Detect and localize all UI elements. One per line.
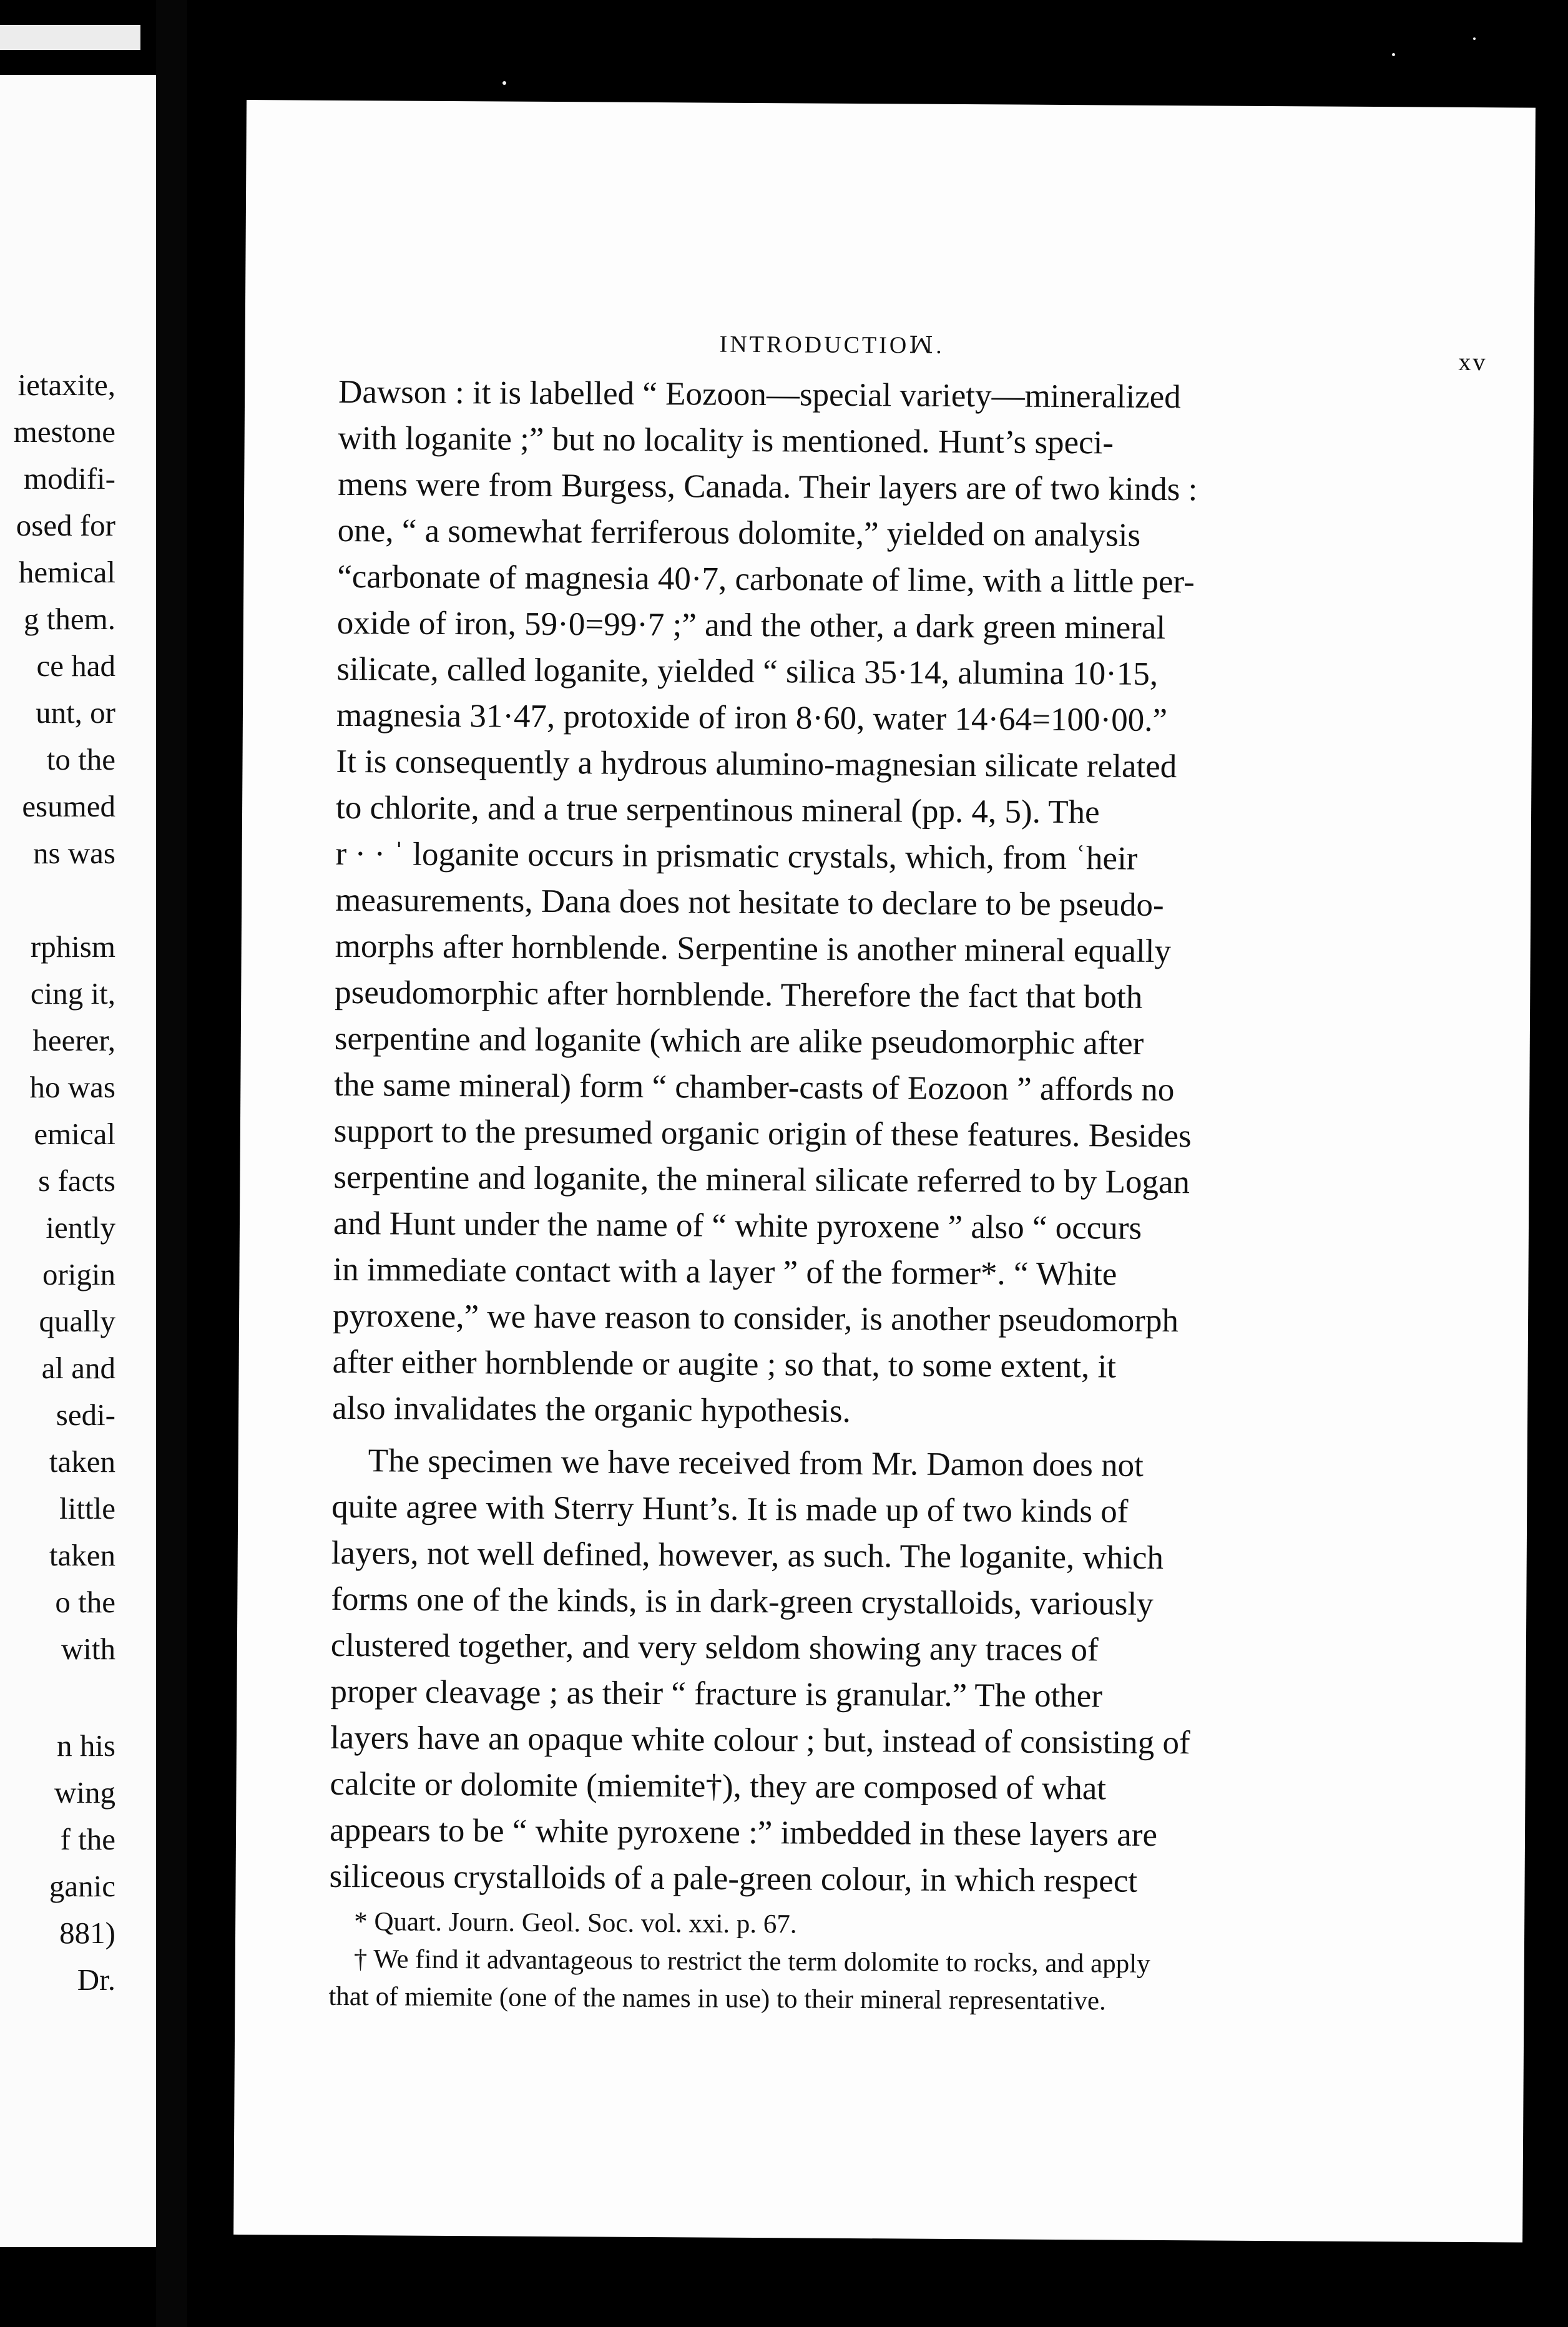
text-line: to chlorite, and a true serpentinous mineral (pp. 4, 5). The [335, 789, 1100, 831]
left-page-line: qually [39, 1304, 115, 1338]
scan-speck [502, 81, 506, 85]
body-text [328, 369, 1300, 2021]
left-page-line: osed for [16, 508, 115, 542]
left-page-line: hemical [18, 555, 115, 589]
left-page-line: taken [49, 1444, 115, 1479]
text-line: morphs after hornblende. Serpentine is another mineral equally [335, 928, 1172, 970]
left-page-line: sedi- [56, 1398, 115, 1432]
text-line: serpentine and loganite (which are alike pseudomorphic after [334, 1020, 1144, 1062]
left-page-line: f the [60, 1822, 115, 1856]
page-number: xv [1458, 347, 1487, 376]
left-page-line: rphism [30, 929, 115, 964]
footnote-2-line-2: that of miemite (one of the names in use) to their mineral representative. [328, 1981, 1106, 2016]
text-line: pyroxene,” we have reason to consider, is another pseudomorph [332, 1297, 1179, 1340]
text-line: magnesia 31·47, protoxide of iron 8·60, water 14·64=100·00.” [336, 697, 1168, 739]
text-line: silicate, called loganite, yielded “ silica 35·14, alumina 10·15, [336, 650, 1159, 692]
text-line: forms one of the kinds, is in dark-green crystalloids, variously [331, 1580, 1154, 1622]
text-line: mens were from Burgess, Canada. Their layers are of two kinds : [338, 466, 1198, 508]
text-line: also invalidates the organic hypothesis. [332, 1389, 851, 1429]
footnote-2-line-1: † We find it advantageous to restrict the term dolomite to rocks, and apply [353, 1944, 1150, 1979]
left-page [0, 75, 156, 2247]
left-page-line: heerer, [32, 1023, 115, 1057]
left-page-line: n his [57, 1728, 115, 1763]
left-page-line: ganic [49, 1869, 115, 1903]
text-line: pseudomorphic after hornblende. Therefore the fact that both [335, 974, 1143, 1016]
left-page-line: ietaxite, [17, 368, 115, 402]
text-line: “carbonate of magnesia 40·7, carbonate of lime, with a little per- [337, 558, 1195, 600]
text-line: support to the presumed organic origin of these features. Besides [333, 1112, 1192, 1155]
left-page-line: ho was [29, 1070, 115, 1104]
text-line: layers, not well defined, however, as such. The loganite, which [331, 1534, 1164, 1577]
text-line: proper cleavage ; as their “ fracture is granular.” The other [330, 1673, 1103, 1715]
left-page-line: ce had [36, 649, 115, 683]
scan-speck [1473, 37, 1476, 40]
text-line: It is consequently a hydrous alumino-magnesian silicate related [336, 743, 1177, 785]
left-page-line: esumed [22, 789, 115, 823]
left-page-top-edge [0, 25, 140, 50]
text-line: appears to be “ white pyroxene :” imbedded in these layers are [329, 1811, 1158, 1853]
left-page-line: Dr. [77, 1962, 115, 1997]
text-line: in immediate contact with a layer ” of the former*. “ White [333, 1251, 1117, 1293]
left-page-line: g them. [24, 602, 115, 636]
left-page-line: mestone [13, 414, 115, 449]
left-page-line: to the [46, 742, 115, 776]
page-gutter [156, 0, 187, 2327]
left-page-line: with [61, 1632, 115, 1666]
right-page [233, 100, 1536, 2243]
left-page-line: o the [55, 1585, 115, 1619]
text-line: calcite or dolomite (miemite†), they are composed of what [330, 1765, 1107, 1807]
text-line: The specimen we have received from Mr. Damon does not [368, 1443, 1144, 1484]
left-page-line: cing it, [30, 976, 115, 1011]
footnote-1: * Quart. Journ. Geol. Soc. vol. xxi. p. 67. [354, 1907, 797, 1939]
text-line: measurements, Dana does not hesitate to declare to be pseudo- [335, 881, 1164, 924]
left-page-line: unt, or [36, 695, 115, 730]
left-page-line: modifi- [24, 461, 115, 496]
left-page-line: little [59, 1491, 115, 1526]
left-page-line: s facts [38, 1164, 115, 1198]
text-line: with loganite ;” but no locality is mentioned. Hunt’s speci- [338, 419, 1114, 461]
left-page-line: 881) [59, 1916, 115, 1950]
text-line: clustered together, and very seldom showing any traces of [330, 1627, 1099, 1668]
text-line: after either hornblende or augite ; so that, to some extent, it [332, 1343, 1117, 1385]
text-line: quite agree with Sterry Hunt’s. It is made up of two kinds of [331, 1488, 1129, 1530]
text-line: serpentine and loganite, the mineral silicate referred to by Logan [333, 1159, 1190, 1201]
text-line: and Hunt under the name of “ white pyroxene ” also “ occurs [333, 1205, 1142, 1247]
left-page-line: taken [49, 1538, 115, 1572]
left-page-line: iently [46, 1210, 115, 1245]
text-line: the same mineral) form “ chamber-casts of Eozoon ” affords no [334, 1066, 1175, 1109]
text-line: oxide of iron, 59·0=99·7 ;” and the other, a dark green mineral [336, 604, 1166, 647]
left-page-line: wing [54, 1775, 115, 1810]
running-head: INTRODUCTIOꟽ. [719, 331, 944, 359]
text-line: siliceous crystalloids of a pale-green colour, in which respect [329, 1858, 1138, 1899]
left-page-line: origin [42, 1257, 115, 1291]
text-line: r · · ˈ loganite occurs in prismatic crystals, which, from ʿheir [335, 835, 1138, 877]
text-line: one, “ a somewhat ferriferous dolomite,” yielded on analysis [337, 512, 1141, 554]
text-line: Dawson : it is labelled “ Eozoon—special variety—mineralized [338, 373, 1181, 416]
left-page-line: al and [41, 1351, 115, 1385]
footnotes [328, 1903, 1290, 2021]
left-page-line: ns was [32, 836, 115, 870]
text-line: layers have an opaque white colour ; but, instead of consisting of [330, 1719, 1190, 1761]
left-page-line: emical [34, 1117, 115, 1151]
scan-speck [1392, 53, 1395, 56]
